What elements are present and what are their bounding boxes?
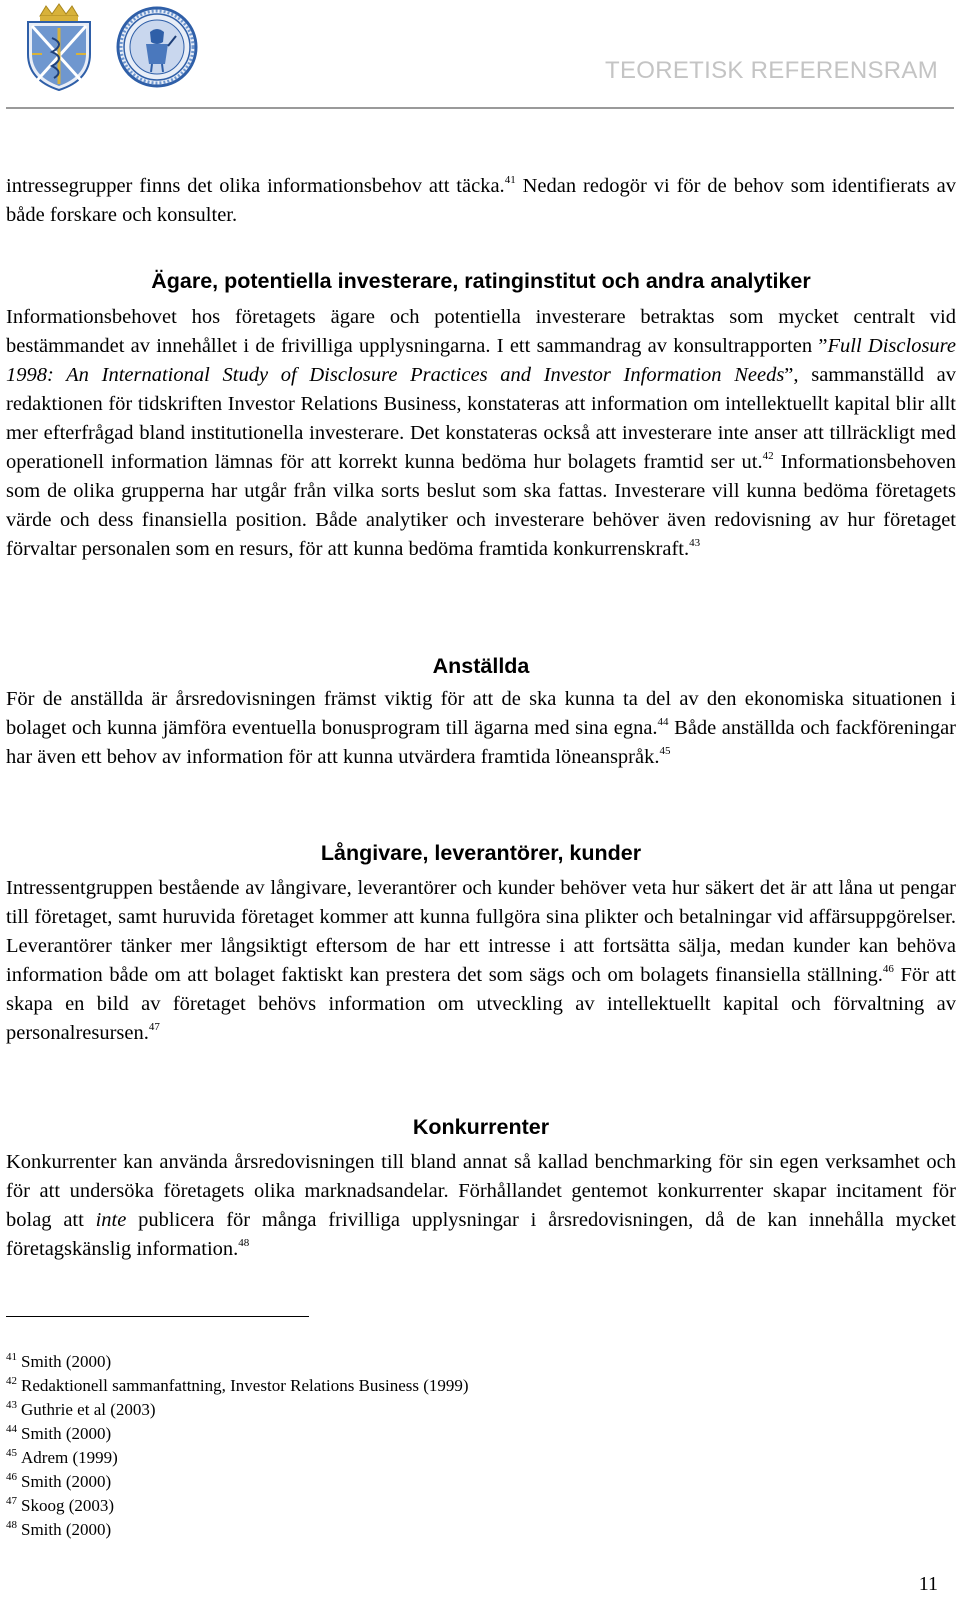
page-header xyxy=(0,0,960,110)
competitors-text-a: Konkurrenter kan använda årsredovisningen till bland annat så kallad benchmarking för sin egen verksamhet och för att undersöka företagets olika marknadsandelar. Förhållandet gentemot konkurrenter skapar incitament för bolag att xyxy=(6,1151,956,1231)
intro-text-b: Nedan redogör vi för de behov som identifierats av både forskare och konsulter. xyxy=(6,175,956,226)
competitors-paragraph xyxy=(6,1148,956,1264)
footnote-number: 46 xyxy=(6,1471,17,1483)
header-divider xyxy=(6,107,954,109)
footnote-ref-48: 48 xyxy=(238,1237,250,1249)
footnote-item xyxy=(6,1446,469,1470)
footnote-divider xyxy=(6,1316,309,1317)
footnote-item xyxy=(6,1398,469,1422)
university-seal-logo xyxy=(116,2,198,92)
heading-competitors: Konkurrenter xyxy=(412,1115,550,1139)
emphasis-word: inte xyxy=(95,1209,127,1231)
intro-text-a: intressegrupper finns det olika informationsbehov att täcka. xyxy=(6,175,505,197)
footnote-text: Smith (2000) xyxy=(21,1424,112,1443)
page-number: 11 xyxy=(918,1573,938,1595)
owners-text-b: ”, sammanställd av redaktionen för tidskriften Investor Relations Business, konstateras att information om intellektuellt kapital blir allt mer efterfrågad bland institutionella investerare. Det konstateras också att investerare inte anser att tillräckligt med operationell information lämnas för att korrekt kunna bedöma hur bolagets framtid ser ut. xyxy=(6,364,956,473)
owners-text-a: Informationsbehovet hos företagets ägare och potentiella investerare betraktas som mycket centralt vid bestämmandet av innehållet i de frivilliga upplysningarna. I ett sammandrag av konsultrapporten ” xyxy=(6,306,956,357)
footnote-ref-42: 42 xyxy=(762,450,774,462)
footnote-item xyxy=(6,1470,469,1494)
footnote-text: Smith (2000) xyxy=(21,1520,112,1539)
footnote-item xyxy=(6,1374,469,1398)
header-title: TEORETISK REFERENSRAM xyxy=(604,57,938,84)
footnote-number: 47 xyxy=(6,1495,17,1507)
competitors-text-b: publicera för många frivilliga upplysningar i årsredovisningen, då de kan innehålla mycket företagskänslig information. xyxy=(6,1209,956,1260)
footnote-number: 42 xyxy=(6,1375,17,1387)
footnote-ref-47: 47 xyxy=(148,1021,160,1033)
university-crest-logo xyxy=(18,2,100,92)
footnote-ref-44: 44 xyxy=(657,716,669,728)
footnote-ref-43: 43 xyxy=(689,537,701,549)
footnote-item xyxy=(6,1422,469,1446)
footnote-text: Redaktionell sammanfattning, Investor Relations Business (1999) xyxy=(21,1376,469,1395)
footnote-item xyxy=(6,1518,469,1542)
footnote-number: 48 xyxy=(6,1519,17,1531)
heading-owners: Ägare, potentiella investerare, ratinginstitut och andra analytiker xyxy=(151,269,811,293)
footnote-ref-45: 45 xyxy=(659,745,671,757)
owners-text-c: Informationsbehoven som de olika grupperna har utgår från vilka sorts beslut som ska fattas. Investerare vill kunna bedöma företagets värde och dess finansiella position. Både analytiker och investerare behöver även redovisning av hur företaget förvaltar personalen som en resurs, för att kunna bedöma framtida konkurrenskraft. xyxy=(6,451,957,560)
footnote-text: Guthrie et al (2003) xyxy=(21,1400,156,1419)
lenders-text-b: För att skapa en bild av företaget behövs information om utveckling av intellektuellt kapital och förvaltning av personalresursen. xyxy=(6,964,956,1044)
employees-text-b: Både anställda och fackföreningar har även ett behov av information för att kunna utvärdera framtida löneanspråk. xyxy=(6,717,956,768)
footnote-text: Skoog (2003) xyxy=(21,1496,115,1515)
footnote-number: 44 xyxy=(6,1423,17,1435)
heading-lenders: Långivare, leverantörer, kunder xyxy=(320,841,642,865)
footnote-text: Adrem (1999) xyxy=(21,1448,118,1467)
footnote-item xyxy=(6,1350,469,1374)
footnote-text: Smith (2000) xyxy=(21,1472,112,1491)
footnote-item xyxy=(6,1494,469,1518)
lenders-text-a: Intressentgruppen bestående av långivare, leverantörer och kunder behöver veta hur säkert det är att låna ut pengar till företaget, samt huruvida företaget kommer att kunna fullgöra sina plikter och betalningar vid affärsuppgörelser. Leverantörer tänker mer långsiktigt eftersom de har ett intresse i att fortsätta sälja, medan kunder kan behöva information både om att bolaget faktiskt kan prestera det som sägs och om bolagets finansiella ställning. xyxy=(6,877,956,986)
heading-employees: Anställda xyxy=(432,654,530,678)
employees-paragraph xyxy=(6,685,956,772)
owners-paragraph xyxy=(6,303,956,564)
employees-text-a: För de anställda är årsredovisningen främst viktig för att de ska kunna ta del av den ekonomiska situationen i bolaget och kunna jämföra eventuella bonusprogram till ägarna med sina egna. xyxy=(6,688,956,739)
footnote-text: Smith (2000) xyxy=(21,1352,112,1371)
footnote-number: 43 xyxy=(6,1399,17,1411)
footnote-ref-41: 41 xyxy=(504,174,516,186)
intro-paragraph xyxy=(6,172,956,230)
report-title: Full Disclosure 1998: An International Study of Disclosure Practices and Investor Information Needs xyxy=(6,335,956,386)
footnote-ref-46: 46 xyxy=(882,963,894,975)
footnote-list xyxy=(6,1350,469,1542)
lenders-paragraph xyxy=(6,874,956,1048)
footnote-number: 41 xyxy=(6,1351,17,1363)
footnote-number: 45 xyxy=(6,1447,17,1459)
